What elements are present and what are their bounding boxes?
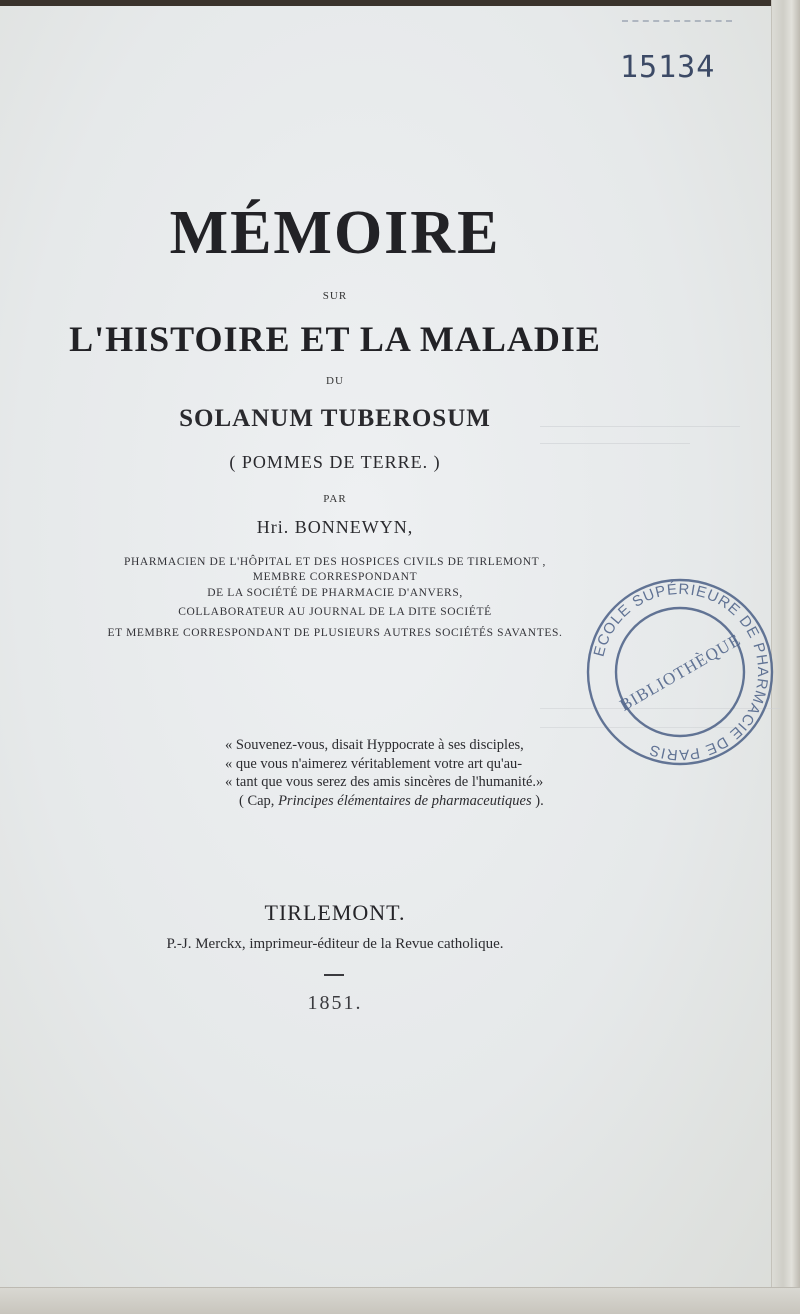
epigraph-source — [225, 792, 585, 811]
epigraph-source-prefix: ( Cap, — [239, 792, 275, 809]
epigraph-line: « Souvenez-vous, disait Hyppocrate à ses disciples, — [225, 737, 524, 753]
epigraph-source-suffix: ). — [535, 792, 544, 809]
subject-name: SOLANUM TUBEROSUM — [179, 405, 491, 432]
shelfmark-erased — [622, 20, 732, 32]
author-credential: ET MEMBRE CORRESPONDANT DE PLUSIEURS AUTRES SOCIÉTÉS SAVANTES. — [107, 627, 563, 639]
author-credential: DE LA SOCIÉTÉ DE PHARMACIE D'ANVERS, — [207, 587, 463, 599]
publication-year: 1851. — [307, 992, 363, 1014]
top-edge — [0, 0, 800, 6]
divider-rule — [324, 974, 344, 976]
stamp-inner-text: BIBLIOTHÈQUE — [616, 630, 745, 715]
common-name: ( POMMES DE TERRE. ) — [229, 452, 441, 472]
word-sur: SUR — [322, 290, 348, 302]
shelfmark-number: 15134 — [620, 50, 716, 85]
library-stamp-icon — [580, 572, 780, 772]
author-credential: COLLABORATEUR AU JOURNAL DE LA DITE SOCIÉTÉ — [178, 606, 492, 618]
page-edge-bottom — [0, 1287, 800, 1314]
word-du: DU — [326, 375, 344, 387]
author-name: Hri. BONNEWYN, — [256, 517, 414, 537]
book-subtitle: L'HISTOIRE ET LA MALADIE — [69, 319, 601, 359]
word-par: PAR — [323, 493, 347, 505]
publication-city: TIRLEMONT. — [264, 900, 406, 925]
epigraph — [225, 736, 585, 810]
stamp-outer-textpath: ECOLE SUPÉRIEURE DE PHARMACIE DE PARIS — [590, 580, 772, 764]
book-title: MÉMOIRE — [169, 199, 501, 267]
epigraph-source-title: Principes élémentaires de pharmaceutiques — [278, 792, 532, 809]
printer-line: P.-J. Merckx, imprimeur-éditeur de la Revue catholique. — [166, 936, 504, 952]
epigraph-line: « que vous n'aimerez véritablement votre art qu'au- — [225, 755, 523, 772]
author-credential: PHARMACIEN DE L'HÔPITAL ET DES HOSPICES CIVILS DE TIRLEMONT , — [124, 556, 546, 568]
epigraph-line: « tant que vous serez des amis sincères de l'humanité.» — [225, 774, 544, 790]
author-credential: MEMBRE CORRESPONDANT — [252, 571, 418, 583]
